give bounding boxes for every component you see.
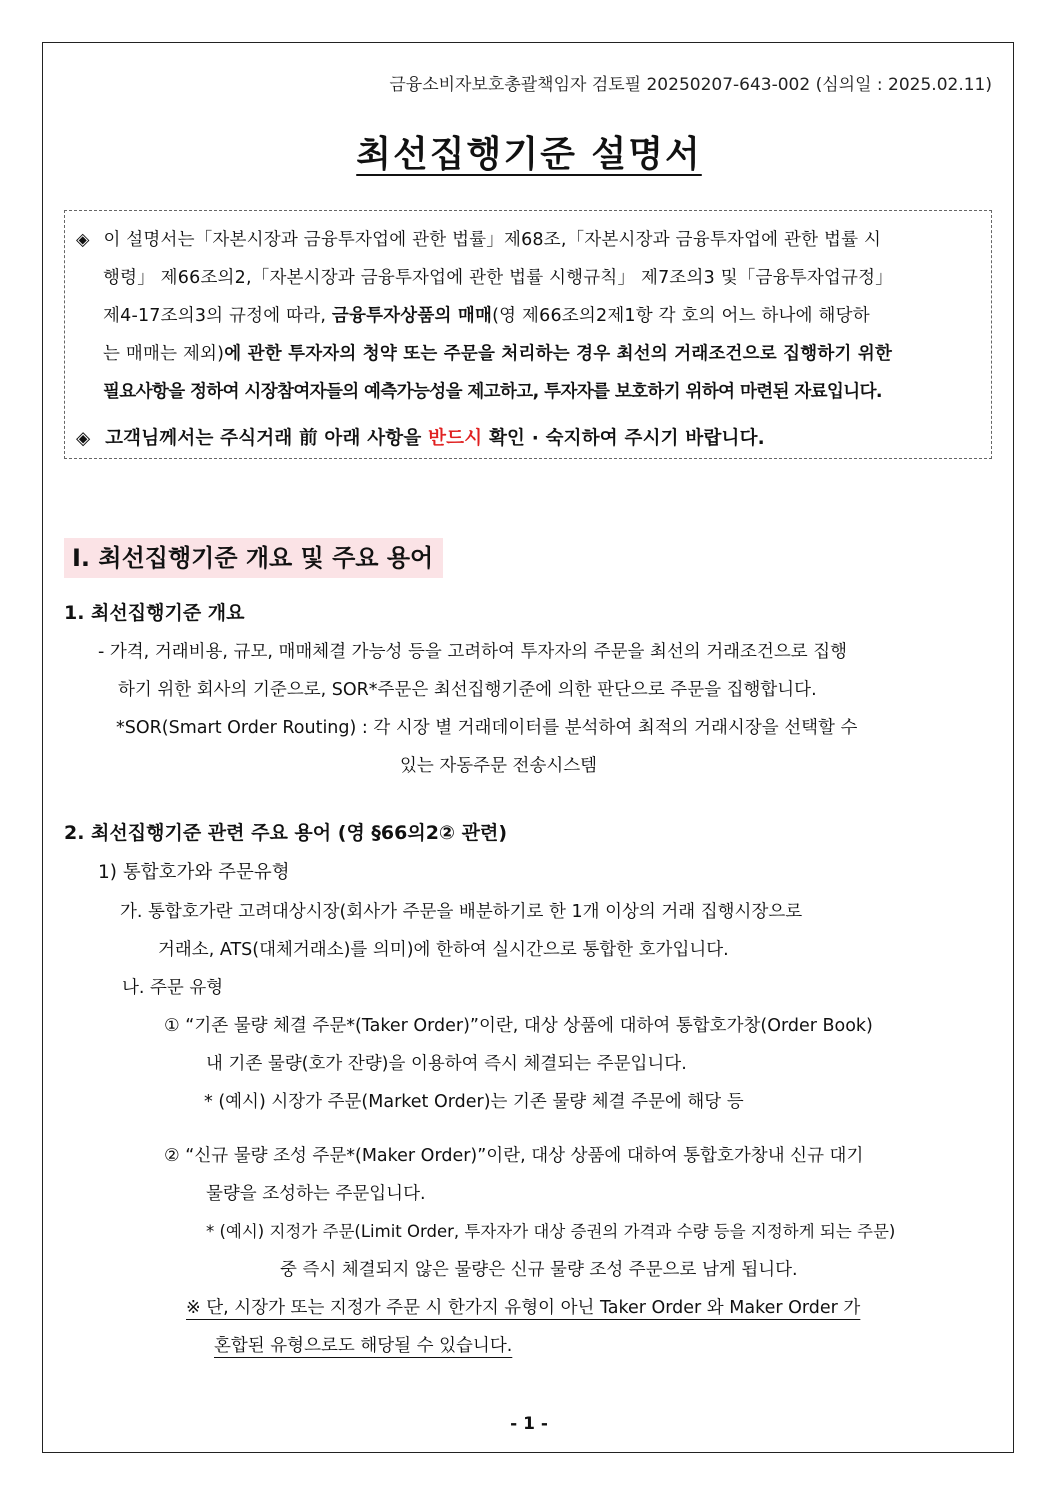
item-1-title: 1) 통합호가와 주문유형 bbox=[98, 862, 290, 883]
combined-quote-line-2: 거래소, ATS(대체거래소)를 의미)에 한하여 실시간으로 통합한 호가입니다. bbox=[158, 940, 729, 960]
taker-order-line-1: ① “기존 물량 체결 주문*(Taker Order)”이란, 대상 상품에 대하여 통합호가창(Order Book) bbox=[164, 1016, 873, 1036]
diamond-bullet-icon: ◈ bbox=[76, 230, 90, 250]
maker-order-line-1: ② “신규 물량 조성 주문*(Maker Order)”이란, 대상 상품에 대하여 통합호가창내 신규 대기 bbox=[164, 1146, 864, 1166]
maker-order-line-2: 물량을 조성하는 주문입니다. bbox=[206, 1184, 426, 1204]
mixed-order-note-line-2: 혼합된 유형으로도 해당될 수 있습니다. bbox=[214, 1336, 513, 1356]
maker-order-example-line-1: * (예시) 지정가 주문(Limit Order, 투자자가 대상 증권의 가격과 수량 등을 지정하게 되는 주문) bbox=[206, 1222, 896, 1241]
overview-line-2: 하기 위한 회사의 기준으로, SOR*주문은 최선집행기준에 의한 판단으로 주문을 집행합니다. bbox=[118, 680, 817, 700]
notice-paragraph-1-line-5: 필요사항을 정하여 시장참여자들의 예측가능성을 제고하고, 투자자를 보호하기 위하여 마련된 자료입니다. bbox=[103, 382, 882, 402]
document-title bbox=[0, 126, 1058, 177]
subsection-2-title: 2. 최선집행기준 관련 주요 용어 (영 §66의2② 관련) bbox=[64, 822, 508, 844]
notice-text: 는 매매는 제외) bbox=[103, 344, 225, 364]
taker-order-example: * (예시) 시장가 주문(Market Order)는 기존 물량 체결 주문에 해당 등 bbox=[204, 1092, 744, 1112]
notice-bold-text: 금융투자상품의 매매 bbox=[331, 306, 493, 326]
notice-text: 확인 · 숙지하여 주시기 바랍니다. bbox=[482, 428, 765, 449]
sor-definition-line-2: 있는 자동주문 전송시스템 bbox=[400, 756, 598, 776]
notice-paragraph-2 bbox=[76, 424, 765, 450]
section-1-heading: Ⅰ. 최선집행기준 개요 및 주요 용어 bbox=[64, 538, 443, 578]
notice-text: 이 설명서는「자본시장과 금융투자업에 관한 법률」제68조,「자본시장과 금융투자업에 관한 법률 시 bbox=[103, 230, 882, 250]
subsection-1-title: 1. 최선집행기준 개요 bbox=[64, 602, 245, 624]
taker-order-line-2: 내 기존 물량(호가 잔량)을 이용하여 즉시 체결되는 주문입니다. bbox=[206, 1054, 687, 1074]
notice-text: (영 제66조의2제1항 각 호의 어느 하나에 해당하 bbox=[492, 306, 870, 326]
notice-bold-text: 에 관한 투자자의 청약 또는 주문을 처리하는 경우 최선의 거래조건으로 집행하기 위한 bbox=[224, 344, 893, 364]
sor-definition-line-1: *SOR(Smart Order Routing) : 각 시장 별 거래데이터를 분석하여 최적의 거래시장을 선택할 수 bbox=[116, 718, 858, 738]
notice-paragraph-1-line-4 bbox=[103, 340, 892, 365]
diamond-bullet-icon: ◈ bbox=[76, 428, 91, 449]
maker-order-example-line-2: 중 즉시 체결되지 않은 물량은 신규 물량 조성 주문으로 남게 됩니다. bbox=[280, 1260, 798, 1280]
notice-emphasis-text: 반드시 bbox=[428, 428, 483, 449]
notice-paragraph-1-line-2: 행령」 제66조의2,「자본시장과 금융투자업에 관한 법률 시행규칙」 제7조의3 및「금융투자업규정」 bbox=[103, 268, 893, 288]
overview-line-1: - 가격, 거래비용, 규모, 매매체결 가능성 등을 고려하여 투자자의 주문을 최선의 거래조건으로 집행 bbox=[98, 642, 848, 662]
document-title-text: 최선집행기준 설명서 bbox=[356, 134, 702, 175]
notice-paragraph-1-line-1 bbox=[76, 226, 881, 251]
page-number: - 1 - bbox=[510, 1414, 548, 1434]
notice-text: 제4-17조의3의 규정에 따라, bbox=[103, 306, 332, 326]
mixed-order-note-line-1: ※ 단, 시장가 또는 지정가 주문 시 한가지 유형이 아닌 Taker Order 와 Maker Order 가 bbox=[186, 1298, 861, 1318]
notice-paragraph-1-line-3 bbox=[103, 302, 870, 327]
notice-text: 고객님께서는 주식거래 前 아래 사항을 bbox=[105, 428, 429, 449]
order-type-label: 나. 주문 유형 bbox=[122, 978, 224, 998]
combined-quote-line-1: 가. 통합호가란 고려대상시장(회사가 주문을 배분하기로 한 1개 이상의 거래 집행시장으로 bbox=[120, 902, 803, 922]
review-approval-note: 금융소비자보호총괄책임자 검토필 20250207-643-002 (심의일 : 2025.02.11) bbox=[389, 75, 992, 95]
